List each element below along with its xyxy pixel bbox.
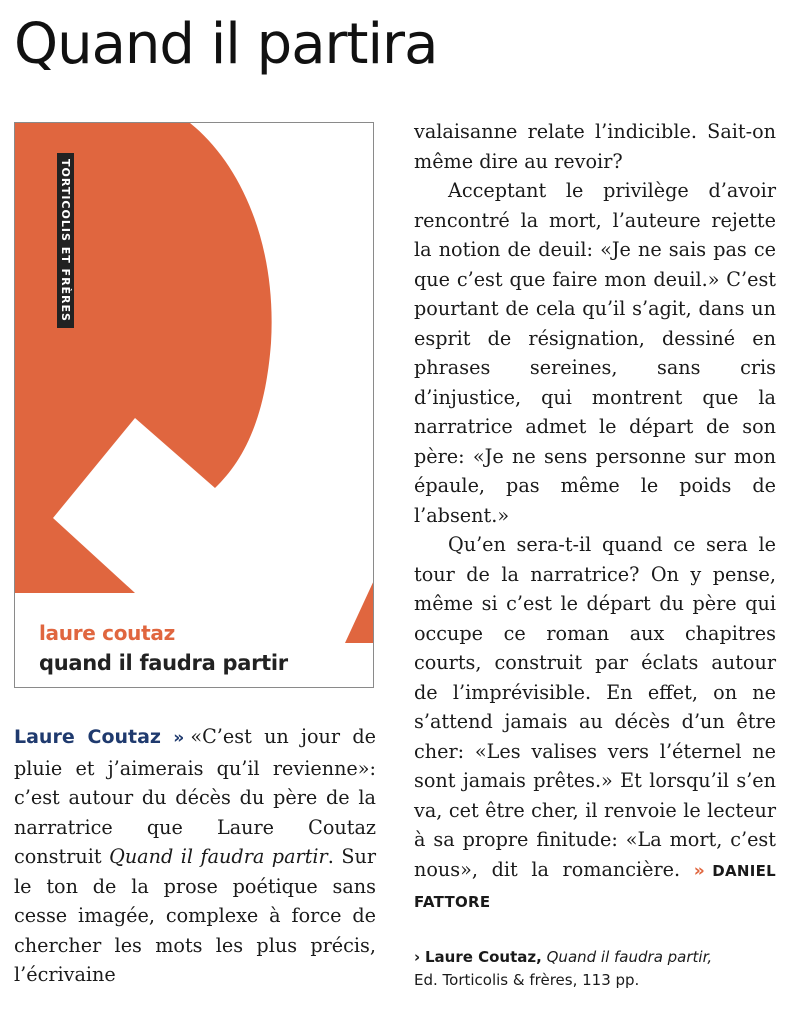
lead-book-title: Quand il faudra partir — [109, 845, 328, 868]
article-paragraph-1: valaisanne relate l’indicible. Sait-on même dire au revoir? — [414, 120, 776, 173]
cover-title: quand il faudra partir — [39, 651, 288, 675]
article-column-right — [414, 117, 776, 918]
book-cover-image — [14, 122, 374, 688]
cover-author: laure coutaz — [39, 621, 175, 645]
article-column-left — [14, 722, 376, 990]
article-headline: Quand il partira — [14, 12, 438, 77]
book-reference-line1 — [414, 946, 776, 969]
reference-details: Ed. Torticolis & frères, 113 pp. — [414, 971, 640, 989]
book-reference — [414, 946, 776, 992]
article-paragraph-3-text: Qu’en sera-t-il quand ce sera le tour de la narratrice? On y pense, même si c’est le départ du père qui occupe ce roman aux chapitres courts, construit par éclats autour de l’imprévisible. En effet, on ne s’attend jamais au décès d’un être cher: «Les valises vers l’éternel ne sont jamais prêtes.» Et lorsqu’il s’en va, cet être cher, il renvoie le lecteur à sa propre finitude: «La mort, c’est nous», dit la romancière. — [414, 533, 776, 881]
author-signature: DANIEL FATTORE — [414, 861, 776, 911]
reference-author: Laure Coutaz, — [424, 948, 542, 966]
lead-chevron-icon: ›› — [173, 728, 191, 748]
article-paragraph-3 — [414, 530, 776, 918]
cover-publisher-text: TORTICOLIS ET FRÈRES — [57, 153, 74, 328]
signature-chevron-icon: ›› — [693, 860, 713, 881]
article-paragraph-2: Acceptant le privilège d’avoir rencontré la mort, l’auteure rejette la notion de deuil: «Je ne sais pas ce que c’est que faire mon deuil.» C’est pourtant de cela qu’il s’agit, dans un esprit de résignation, dessiné en phrases sereines, sans cris d’injustice, qui montrent que la narratrice admet le départ de son père: «Je ne sens personne sur mon épaule, pas même le poids de l’absent.» — [414, 179, 776, 527]
lead-text-part2: . Sur le ton de la prose poétique sans cesse imagée, complexe à force de chercher les mots les plus précis, l’écrivaine — [14, 845, 377, 986]
cover-publisher-logo — [59, 153, 83, 443]
reference-title: Quand il faudra partir, — [546, 948, 713, 966]
reference-arrow-icon: › — [414, 948, 421, 966]
lead-author-name: Laure Coutaz — [14, 726, 161, 748]
lead-text-part1: «C’est un jour de pluie et j’aimerais qu’il revienne»: c’est autour du décès du père de la narratrice que Laure Coutaz construit — [14, 725, 376, 868]
cover-orange-q-tail — [345, 578, 374, 643]
article-lead-paragraph — [14, 722, 376, 990]
cover-orange-q-shape — [15, 123, 272, 593]
